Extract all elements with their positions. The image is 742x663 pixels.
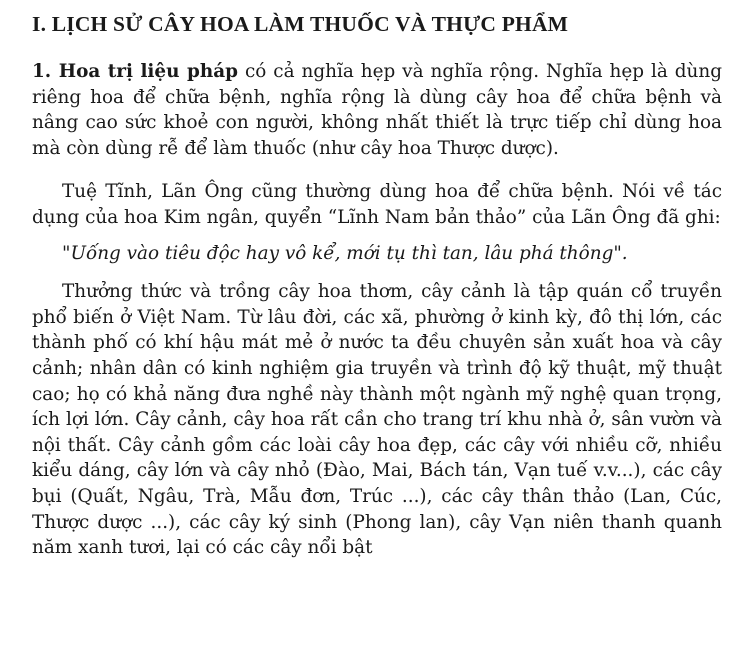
quote: "Uống vào tiêu độc hay vô kể, mới tụ thì tan, lâu phá thông". xyxy=(62,242,628,264)
paragraph-1-text: có cả nghĩa hẹp và nghĩa rộng. Nghĩa hẹp là dùng riêng hoa để chữa bệnh, nghĩa rộng là dùng cây hoa để chữa bệnh và nâng cao sức khoẻ con người, không nhất thiết là trực tiếp chỉ dùng hoa mà còn dùng rễ để làm thuốc (như cây hoa Thược dược). xyxy=(32,61,722,159)
paragraph-1 xyxy=(32,59,722,161)
paragraph-1-lead: 1. Hoa trị liệu pháp xyxy=(32,61,238,82)
section-heading: I. LỊCH SỬ CÂY HOA LÀM THUỐC VÀ THỰC PHẨM xyxy=(32,12,569,36)
paragraph-2: Tuệ Tĩnh, Lãn Ông cũng thường dùng hoa để chữa bệnh. Nói về tác dụng của hoa Kim ngân, quyển “Lĩnh Nam bản thảo” của Lãn Ông đã ghi: xyxy=(32,181,722,228)
paragraph-3: Thưởng thức và trồng cây hoa thơm, cây cảnh là tập quán cổ truyền phổ biến ở Việt Nam. Từ lâu đời, các xã, phường ở kinh kỳ, đô thị lớn, các thành phố có khí hậu mát mẻ ở nước ta đều chuyên sản xuất hoa và cây cảnh; nhân dân có kinh nghiệm gia truyền và trình độ kỹ thuật, mỹ thuật cao; họ có khả năng đưa nghề này thành một ngành mỹ nghệ quan trọng, ích lợi lớn. Cây cảnh, cây hoa rất cần cho trang trí khu nhà ở, sân vườn và nội thất. Cây cảnh gồm các loài cây hoa đẹp, các cây với nhiều cỡ, nhiều kiểu dáng, cây lớn và cây nhỏ (Đào, Mai, Bách tán, Vạn tuế v.v...), các cây bụi (Quất, Ngâu, Trà, Mẫu đơn, Trúc ...), các cây thân thảo (Lan, Cúc, Thược dược ...), các cây ký sinh (Phong lan), cây Vạn niên thanh quanh năm xanh tươi, lại có các cây nổi bật xyxy=(32,281,722,559)
document-page xyxy=(32,10,722,561)
